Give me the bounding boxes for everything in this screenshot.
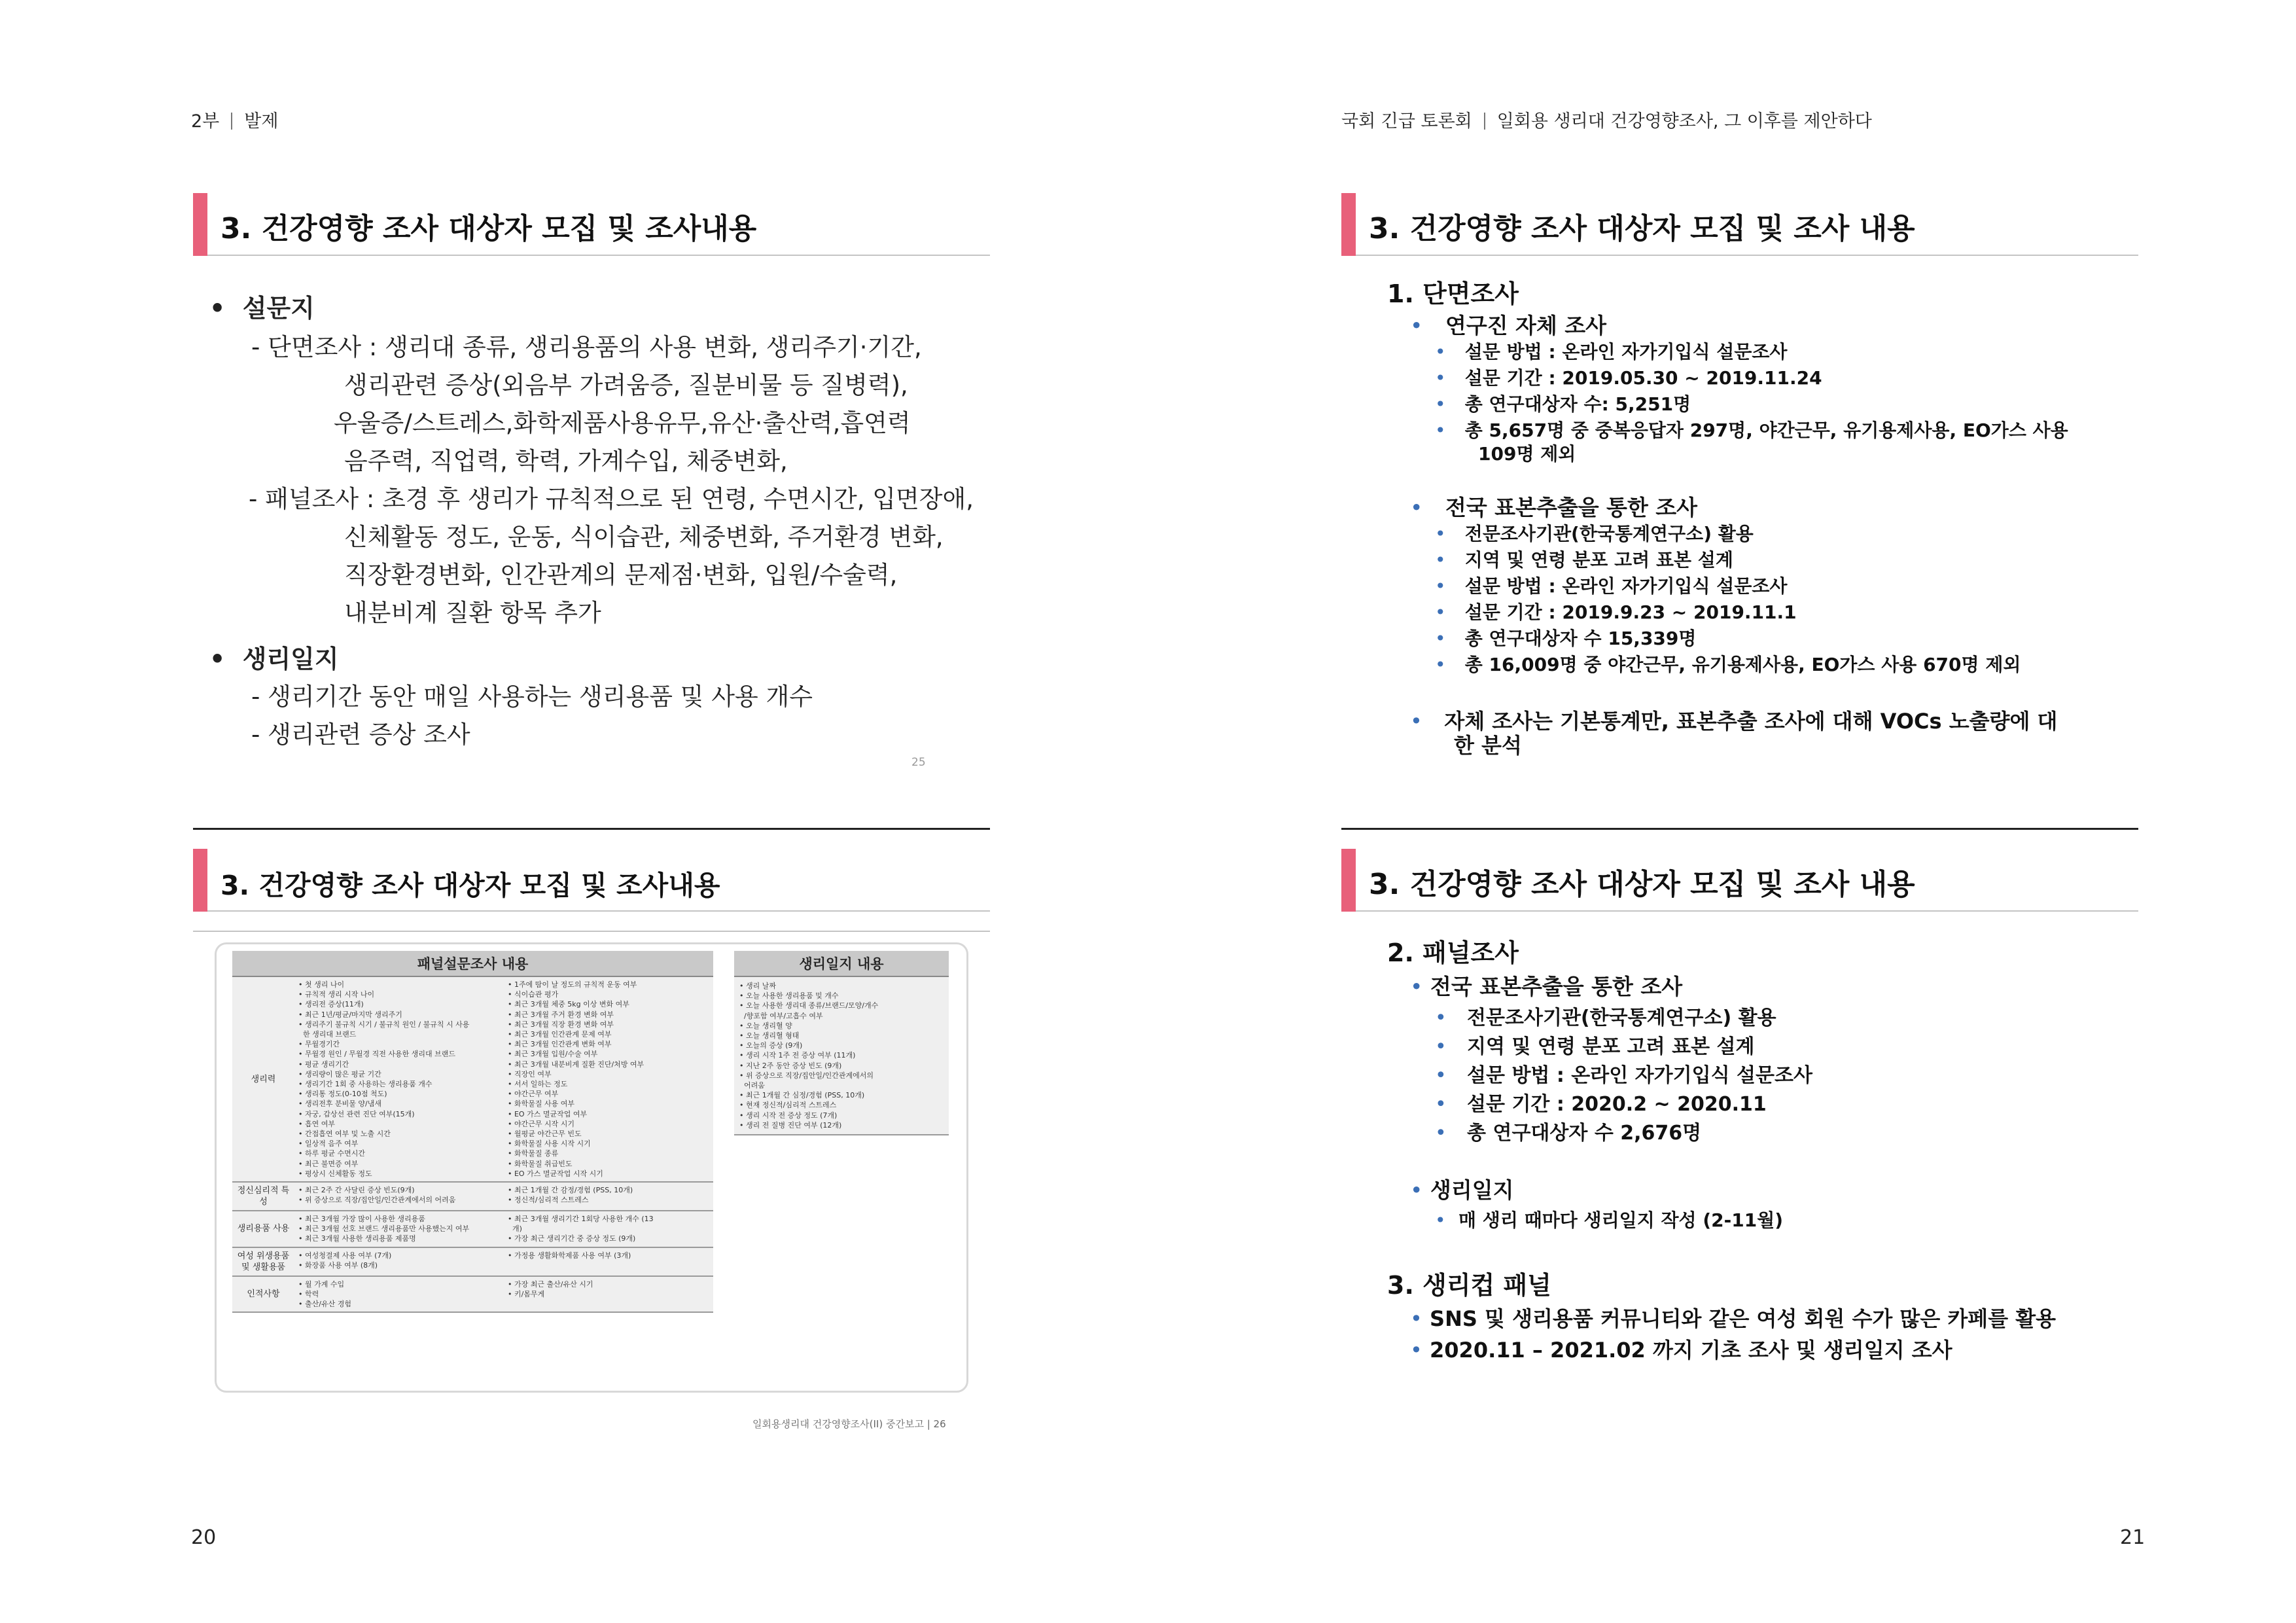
table-cell-item: • 최근 3개월 주거 환경 변화 여부 [508, 1010, 614, 1019]
table-row [232, 977, 713, 1183]
group1-label-text: 연구진 자체 조사 [1445, 313, 1607, 338]
table-cell-item: • 최근 3개월 인간관계 문제 여부 [508, 1030, 612, 1039]
table-cell-item: • 규칙적 생리 시작 나이 [298, 990, 375, 999]
bullet-dot: • [1410, 1306, 1422, 1331]
diary-table-item: • 오늘 생리혈 양 [739, 1021, 792, 1030]
diary-table-item: 어려움 [739, 1081, 765, 1090]
table-cell-item: • 최근 3개월 선호 브랜드 생리용품만 사용했는지 여부 [298, 1224, 470, 1234]
title-accent-bar [1341, 193, 1356, 256]
group1-item-4 [1435, 416, 2068, 442]
table-header: 생리일지 내용 [734, 951, 949, 977]
table-cell-item: • 키/몸무게 [508, 1289, 545, 1298]
table-cell-item: • 최근 1년/평균/마지막 생리주기 [298, 1010, 402, 1019]
table-cell-item: • 가장 최근 출산/유산 시기 [508, 1279, 593, 1289]
table-body [232, 977, 713, 1313]
diary-table [734, 951, 949, 1135]
group2-item-6 [1435, 651, 2021, 677]
bullet-dot: • [1435, 393, 1446, 415]
table-cell-item: • 첫 생리 나이 [298, 980, 345, 989]
group2-item-1 [1435, 520, 1754, 546]
group1-item-4-cont: 109명 제외 [1478, 443, 1576, 465]
table-cell-item: • 화장품 사용 여부 (8개) [298, 1260, 378, 1270]
group1-item-1 [1435, 338, 1787, 364]
title-accent-bar [193, 193, 207, 256]
slide-title-text: 3. 건강영향 조사 대상자 모집 및 조사 내용 [1369, 212, 1915, 245]
table-cell-item: • 최근 3개월 생리기간 1회당 사용한 개수 (13 [508, 1215, 654, 1224]
table-cell-item: • 최근 3개월 사용한 생리용품 제품명 [298, 1234, 416, 1243]
survey-line-5: - 패널조사 : 초경 후 생리가 규칙적으로 된 연령, 수면시간, 입면장애, [249, 485, 974, 513]
table-cell-item: • 무월경 원인 / 무월경 직전 사용한 생리대 브랜드 [298, 1050, 456, 1059]
survey-line-3: 우울증/스트레스,화학제품사용유무,유산·출산력,흡연력 [334, 409, 911, 437]
table-cell-item: • 생리전 증상(11개) [298, 1000, 364, 1009]
table-cell-item: • 생리기간 1회 중 사용하는 생리용품 개수 [298, 1080, 433, 1089]
bullet-dot: • [1435, 367, 1446, 389]
item-text: 총 연구대상자 수 15,339명 [1464, 628, 1697, 649]
cup-item-2 [1410, 1334, 1952, 1364]
table-cell-item: • 생리주기 불규칙 시기 / 불규칙 원인 / 불규칙 시 사용 [298, 1020, 470, 1029]
table-cell-item: • 간접흡연 여부 및 노출 시간 [298, 1130, 391, 1139]
bullet-dot: • [1410, 974, 1423, 999]
left-top-slide-title [193, 193, 990, 256]
table-cell-list [504, 1211, 713, 1247]
table-caption: 일회용생리대 건강영향조사(II) 중간보고 | 26 [752, 1418, 946, 1430]
table-row-category: 생리력 [251, 1074, 276, 1084]
table-cell-item: • 최근 2주 간 사달린 증상 빈도(9개) [298, 1186, 415, 1195]
bullet-dot: • [1410, 313, 1423, 338]
table-cell-item: • 흡연 여부 [298, 1119, 335, 1128]
table-cell-item: • 최근 3개월 직장 환경 변화 여부 [508, 1020, 614, 1029]
group2-label-text: 전국 표본추출을 통한 조사 [1445, 495, 1698, 520]
bullet-dot: • [1410, 1177, 1423, 1203]
survey-line-6: 신체활동 정도, 운동, 식이습관, 체중변화, 주거환경 변화, [344, 523, 944, 551]
item-text: 2020.11 – 2021.02 까지 기초 조사 및 생리일지 조사 [1430, 1338, 1952, 1363]
running-head-section: 발제 [244, 111, 279, 132]
table-cell-item: • 일상적 음주 여부 [298, 1139, 359, 1149]
table-header: 패널설문조사 내용 [232, 951, 713, 977]
table-cell-item: • 생리통 정도(0-10점 척도) [298, 1090, 387, 1099]
table-cell-list [294, 1248, 504, 1275]
diary-table-item: • 생리 날짜 [739, 982, 776, 990]
table-cell-item: • 최근 3개월 입원/수술 여부 [508, 1050, 598, 1059]
diary-table-body [734, 977, 949, 1135]
bullet-dot: • [1435, 419, 1446, 441]
table-row-category: 인적사항 [247, 1289, 280, 1299]
item-text: 설문 방법 : 온라인 자가기입식 설문조사 [1467, 1064, 1812, 1087]
item-text: 지역 및 연령 분포 고려 표본 설계 [1464, 549, 1733, 571]
bullet-dot: • [1410, 1338, 1422, 1363]
diary-item [1435, 1206, 1783, 1232]
table-cell-item: 개) [508, 1224, 522, 1234]
item-text: 매 생리 때마다 생리일지 작성 (2-11월) [1458, 1209, 1784, 1231]
table-cell-item: • 무월경기간 [298, 1040, 340, 1049]
bullet-dot: • [1435, 575, 1446, 597]
table-row-category: 생리용품 사용 [237, 1224, 290, 1234]
table-cell-item: • 출산/유산 경험 [298, 1300, 351, 1309]
analysis-note-cont: 한 분석 [1454, 733, 1522, 758]
left-page-number: 20 [191, 1526, 217, 1549]
right-page-number: 21 [2120, 1526, 2146, 1549]
group2-label [1410, 491, 1697, 522]
item-text: 설문 기간 : 2019.9.23 ~ 2019.11.1 [1464, 601, 1797, 623]
table-cell-item: • 정신적/심리적 스트레스 [508, 1196, 589, 1205]
table-cell-item: • 자궁, 갑상선 관련 진단 여부(15개) [298, 1109, 415, 1118]
cup-item-1 [1410, 1302, 2056, 1332]
diary-table-item: • 생리 시작 전 증상 정도 (7개) [739, 1111, 838, 1120]
right-slide-divider [1341, 828, 2138, 830]
bullet-dot: • [1435, 341, 1446, 363]
table-cell-item: • 식이습관 평가 [508, 990, 559, 999]
bullet-dot: • [1435, 1007, 1447, 1029]
bullet-survey-label: 설문지 [242, 294, 315, 323]
bullet-diary: • 생리일지 [209, 645, 339, 673]
diary-line-2: - 생리관련 증상 조사 [251, 721, 470, 749]
group2-item-5 [1435, 624, 1696, 651]
running-head-event: 국회 긴급 토론회 [1341, 111, 1472, 132]
item-text: SNS 및 생리용품 커뮤니티와 같은 여성 회원 수가 많은 카페를 활용 [1430, 1306, 2057, 1331]
table-cell-item: • 1주에 땀이 날 정도의 규칙적 운동 여부 [508, 980, 637, 989]
table-cell-item: • 월평균 야간근무 빈도 [508, 1130, 582, 1139]
title-accent-bar [193, 849, 207, 912]
table-cell-list [294, 977, 504, 1181]
left-running-head [191, 107, 278, 132]
slide-title-text: 3. 건강영향 조사 대상자 모집 및 조사 내용 [1369, 868, 1915, 901]
bullet-dot: • [1435, 628, 1446, 649]
item-text: 설문 기간 : 2020.2 ~ 2020.11 [1467, 1093, 1767, 1116]
bullet-dot: • [1435, 549, 1446, 571]
group2-item-3 [1435, 572, 1787, 598]
table-cell-item: • EO 가스 멸균작업 시작 시기 [508, 1169, 603, 1178]
cup-heading: 3. 생리컵 패널 [1387, 1271, 1551, 1300]
panel-item-4 [1435, 1088, 1767, 1116]
table-cell-item: • 최근 불면증 여부 [298, 1159, 359, 1168]
diary-table-item: • 최근 1개월 간 심정/경험 (PSS, 10개) [739, 1091, 865, 1100]
table-cell-list [504, 1248, 713, 1275]
panel-survey-table [232, 951, 713, 1313]
table-cell-item: • 화학물질 사용 시작 시기 [508, 1139, 591, 1149]
table-cell-item: • 평상시 신체활동 정도 [298, 1169, 372, 1178]
table-cell-item: • 여성청결제 사용 여부 (7개) [298, 1251, 392, 1260]
table-cell-list [504, 977, 713, 1181]
diary-label-text: 생리일지 [1430, 1177, 1514, 1203]
table-cell-item: • 생리량이 많은 평균 기간 [298, 1069, 381, 1079]
bullet-diary-label: 생리일지 [242, 645, 339, 673]
item-text: 전문조사기관(한국통계연구소) 활용 [1467, 1007, 1776, 1029]
left-bottom-slide-title [193, 849, 990, 912]
table-cell-item: • 학력 [298, 1289, 319, 1298]
diary-table-item: • 오늘의 증상 (9개) [739, 1041, 803, 1050]
table-cell-item: • 평균 생리기간 [298, 1060, 349, 1069]
bullet-dot: • [1435, 1035, 1447, 1058]
table-row [232, 1248, 713, 1277]
table-cell-list [294, 1183, 504, 1210]
table-cell-item: • 야간근무 시작 시기 [508, 1119, 574, 1128]
table-cell-item: • 월 가계 수입 [298, 1279, 345, 1289]
diary-label [1410, 1173, 1513, 1204]
diary-table-item: • 현재 정신적/심리적 스트레스 [739, 1101, 837, 1110]
item-text: 설문 방법 : 온라인 자가기입식 설문조사 [1464, 341, 1788, 363]
table-cell-item: • EO 가스 멸균작업 여부 [508, 1109, 588, 1118]
item-text: 설문 기간 : 2019.05.30 ~ 2019.11.24 [1464, 367, 1822, 389]
item-text: 설문 방법 : 온라인 자가기입식 설문조사 [1464, 575, 1788, 597]
table-row-category: 정신심리적 특성 [237, 1186, 290, 1207]
left-slide-divider [193, 828, 990, 830]
panel-label [1410, 970, 1682, 1001]
running-head-part: 2부 [191, 111, 220, 132]
running-head-divider [1484, 113, 1485, 130]
bullet-dot: • [1435, 523, 1446, 544]
item-text: 총 16,009명 중 야간근무, 유기용제사용, EO가스 사용 670명 제외 [1464, 654, 2021, 675]
table-cell-item: • 화학물질 사용 여부 [508, 1099, 574, 1109]
group1-item-2 [1435, 364, 1822, 390]
table-row [232, 1183, 713, 1211]
group2-item-4 [1435, 598, 1797, 624]
table-cell-item: • 위 증상으로 직장/집안일/인간관계에서의 어려움 [298, 1196, 456, 1205]
bullet-dot: • [1435, 654, 1446, 675]
bullet-dot: • [1435, 1093, 1447, 1116]
table-cell-item: • 최근 3개월 가장 많이 사용한 생리용품 [298, 1215, 425, 1224]
table-row [232, 1277, 713, 1313]
table-cell-item: • 생리전후 분비물 양/냄새 [298, 1099, 381, 1109]
table-cell-item: • 하루 평균 수면시간 [298, 1149, 365, 1158]
slide-title-text: 3. 건강영향 조사 대상자 모집 및 조사내용 [221, 212, 757, 245]
table-cell-item: • 화학물질 종류 [508, 1149, 559, 1158]
right-top-slide-title [1341, 193, 2138, 256]
right-bottom-slide-title [1341, 849, 2138, 912]
item-text: 전문조사기관(한국통계연구소) 활용 [1464, 523, 1754, 544]
table-cell-item: • 직장인 여부 [508, 1069, 552, 1079]
survey-line-1: - 단면조사 : 생리대 종류, 생리용품의 사용 변화, 생리주기·기간, [251, 333, 922, 361]
diary-line-1: - 생리기간 동안 매일 사용하는 생리용품 및 사용 개수 [251, 683, 813, 711]
panel-label-text: 전국 표본추출을 통한 조사 [1430, 974, 1683, 999]
table-cell-item: • 가정용 생활화학제품 사용 여부 (3개) [508, 1251, 631, 1260]
diary-table-item: • 오늘 사용한 생리용품 및 개수 [739, 991, 839, 1001]
table-cell-list [294, 1211, 504, 1247]
item-text: 총 연구대상자 수 2,676명 [1467, 1122, 1702, 1145]
bullet-dot: • [1435, 1122, 1447, 1145]
table-cell-item: • 최근 3개월 체중 5kg 이상 변화 여부 [508, 1000, 629, 1009]
panel-item-3 [1435, 1059, 1812, 1088]
table-cell-list [504, 1277, 713, 1312]
panel-item-1 [1435, 1001, 1776, 1030]
group2-item-2 [1435, 546, 1733, 572]
item-text: 총 연구대상자 수: 5,251명 [1464, 393, 1691, 415]
diary-table-item: • 생리 전 질병 진단 여부 (12개) [739, 1120, 842, 1130]
bullet-dot: • [1435, 601, 1446, 623]
bullet-dot: • [1435, 1209, 1446, 1231]
bullet-survey: • 설문지 [209, 294, 315, 323]
diary-table-item: • 오늘 생리혈 형태 [739, 1031, 800, 1041]
title-accent-bar [1341, 849, 1356, 912]
table-cell-list [504, 1183, 713, 1210]
bullet-dot: • [1435, 1064, 1447, 1087]
survey-line-2: 생리관련 증상(외음부 가려움증, 질분비물 등 질병력), [344, 371, 908, 399]
group1-item-3 [1435, 390, 1691, 416]
analysis-note-text: 자체 조사는 기본통계만, 표본추출 조사에 대해 VOCs 노출량에 대 [1444, 709, 2058, 734]
table-cell-list [294, 1277, 504, 1312]
table-cell-item: 한 생리대 브랜드 [298, 1030, 357, 1039]
group1-label [1410, 309, 1606, 340]
table-cell-item: • 최근 3개월 내분비계 질환 진단/처방 여부 [508, 1060, 645, 1069]
bullet-dot: • [1410, 495, 1423, 520]
survey-line-4: 음주력, 직업력, 학력, 가계수입, 체중변화, [344, 447, 788, 475]
running-head-title: 일회용 생리대 건강영향조사, 그 이후를 제안하다 [1496, 111, 1872, 132]
bullet-dot: • [1410, 709, 1422, 734]
table-row-category: 여성 위생용품 및 생활용품 [237, 1251, 290, 1272]
slide-number: 25 [911, 756, 926, 769]
table-cell-item: • 최근 3개월 인간관계 변화 여부 [508, 1040, 612, 1049]
panel-heading: 2. 패널조사 [1387, 938, 1519, 967]
cross-section-heading: 1. 단면조사 [1387, 279, 1519, 308]
running-head-divider [231, 113, 232, 130]
table-cell-item: • 서서 일하는 정도 [508, 1080, 568, 1089]
diary-table-item: • 지난 2주 동안 증상 빈도 (9개) [739, 1061, 842, 1070]
table-cell-item: • 최근 1개월 간 감정/경험 (PSS, 10개) [508, 1186, 633, 1195]
diary-table-item: • 오늘 사용한 생리대 종류/브랜드/모양/개수 [739, 1001, 879, 1010]
table-cell-item: • 가장 최근 생리기간 중 증상 정도 (9개) [508, 1234, 636, 1243]
slide-title-text: 3. 건강영향 조사 대상자 모집 및 조사내용 [221, 870, 720, 901]
survey-line-7: 직장환경변화, 인간관계의 문제점·변화, 입원/수술력, [344, 561, 898, 589]
diary-table-item: • 위 증상으로 직장/집안일/인간관계에서의 [739, 1071, 874, 1080]
panel-item-5 [1435, 1116, 1701, 1145]
right-running-head [1341, 107, 1872, 132]
diary-table-item: /향포함 여부/고흡수 여부 [739, 1011, 823, 1020]
diary-table-item: • 생리 시작 1주 전 증상 여부 (11개) [739, 1051, 856, 1060]
item-text: 총 5,657명 중 중복응답자 297명, 야간근무, 유기용제사용, EO가스 사용 [1464, 419, 2068, 441]
table-cell-item: • 화학물질 취급빈도 [508, 1159, 573, 1168]
item-text: 지역 및 연령 분포 고려 표본 설계 [1467, 1035, 1755, 1058]
table-row [232, 1211, 713, 1248]
table-cell-item: • 야간근무 여부 [508, 1090, 559, 1099]
survey-line-8: 내분비계 질환 항목 추가 [344, 599, 601, 627]
title-underline [193, 931, 990, 932]
panel-item-2 [1435, 1030, 1754, 1059]
